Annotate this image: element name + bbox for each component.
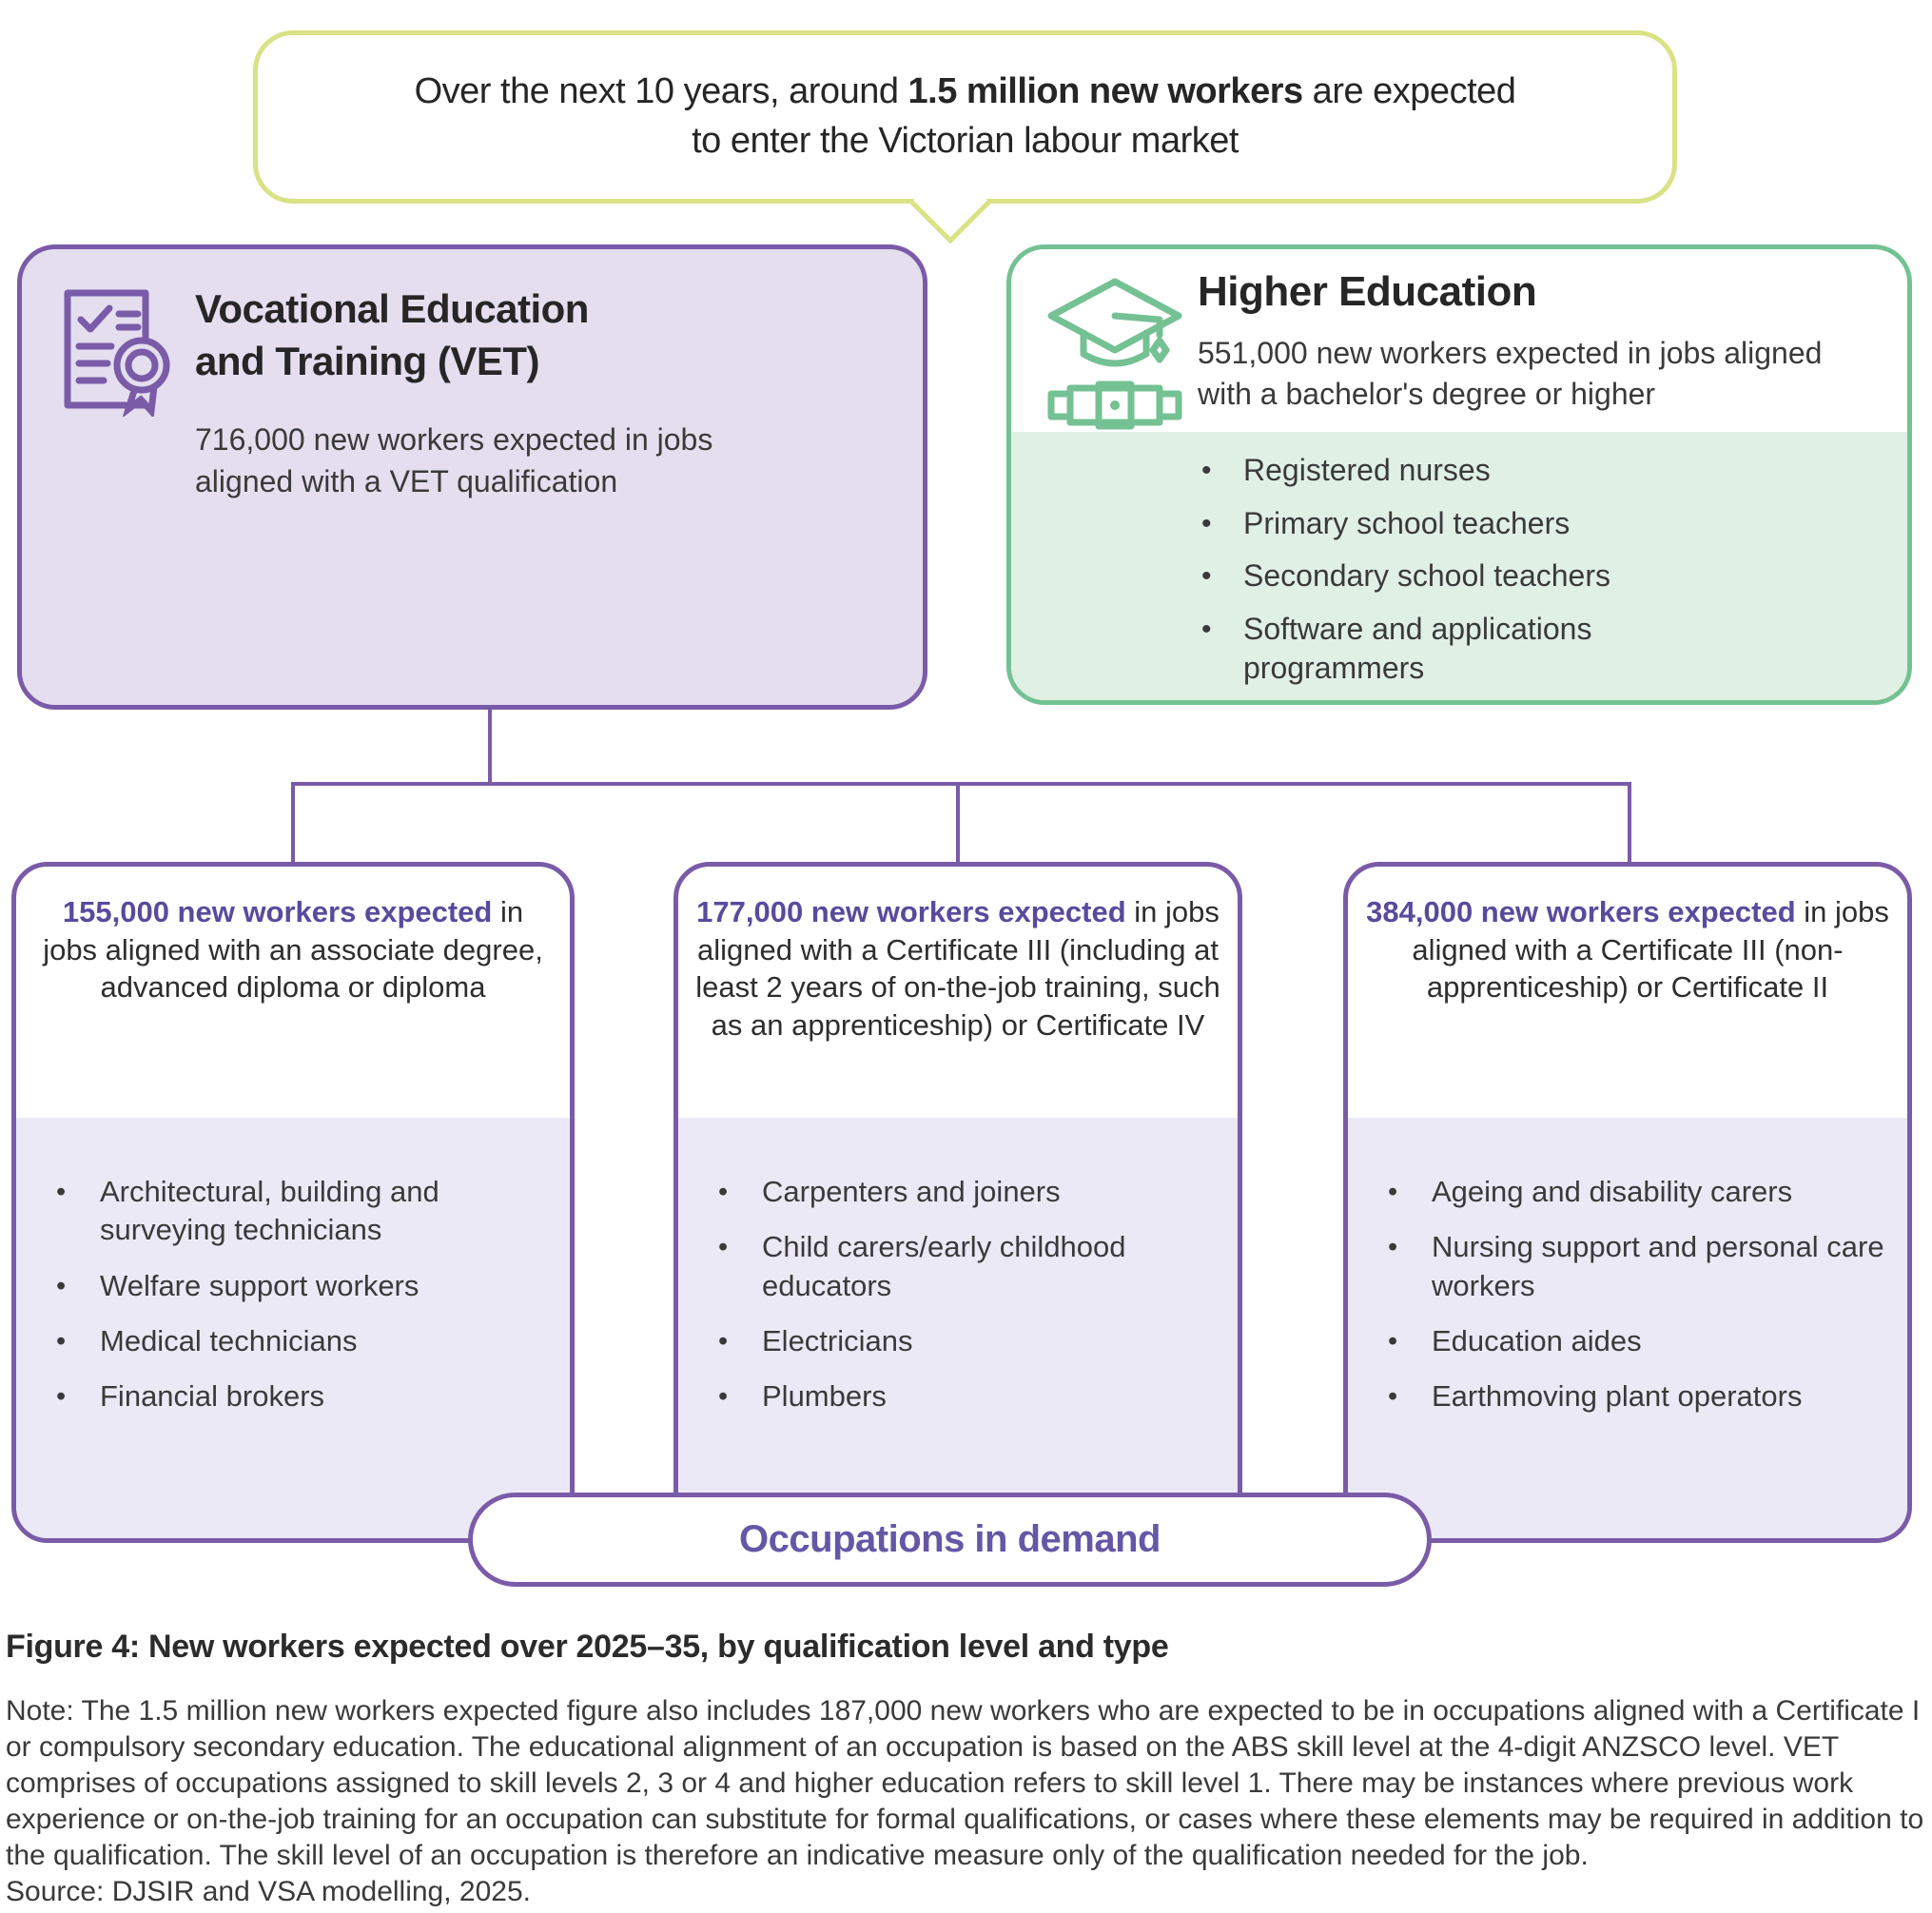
occupation-label: Nursing support and personal care workers xyxy=(1432,1230,1884,1302)
occupation-label: Registered nurses xyxy=(1243,453,1491,487)
figure-caption: Figure 4: New workers expected over 2025–35, by qualification level and type xyxy=(6,1629,1169,1665)
list-item xyxy=(718,1173,1219,1211)
certificate-headline xyxy=(1348,867,1907,1118)
worker-count: 155,000 new workers expected xyxy=(62,895,493,928)
figure-note: Note: The 1.5 million new workers expected figure also includes 187,000 new workers who are expected to be in occupations aligned with a Certificate I or compulsory secondary education. The educational alignment of an occupation is based on the ABS skill level at the 4-digit ANZSCO level. VET comprises of occupations assigned to skill levels 2, 3 or 4 and higher education refers to skill level 1. There may be instances where previous work experience or on-the-job training for an occupation can substitute for formal qualifications, or cases where these elements may be required in addition to the qualification. The skill level of an occupation is therefore an indicative measure only of the qualification needed for the job. xyxy=(6,1695,1924,1872)
bullet-dot: • xyxy=(1201,507,1212,539)
worker-count: 177,000 new workers expected xyxy=(696,895,1126,928)
vet-panel xyxy=(17,244,927,710)
list-item xyxy=(718,1322,1219,1360)
pill-label: Occupations in demand xyxy=(739,1518,1161,1560)
bullet-dot: • xyxy=(1388,1232,1398,1263)
vet-body-text: 716,000 new workers expected in jobs aligned with a VET qualification xyxy=(195,422,713,499)
bullet-dot: • xyxy=(718,1177,729,1207)
headline-text-pre: Over the next 10 years, around xyxy=(414,71,908,112)
apprenticeship-bullet-section xyxy=(678,1118,1238,1538)
occupation-label: Secondary school teachers xyxy=(1243,558,1610,594)
graduation-cap-icon xyxy=(1044,274,1186,437)
list-item xyxy=(1201,504,1772,544)
certificate-occupation-list xyxy=(1348,1118,1907,1415)
occupation-label: Carpenters and joiners xyxy=(762,1175,1061,1208)
bullet-dot: • xyxy=(718,1232,729,1263)
list-item xyxy=(1388,1322,1888,1360)
figure-source: Source: DJSIR and VSA modelling, 2025. xyxy=(6,1876,531,1907)
bullet-dot: • xyxy=(56,1325,67,1357)
connector-drop-left xyxy=(291,782,295,866)
higher-education-title: Higher Education xyxy=(1198,268,1537,315)
higher-education-panel xyxy=(1006,244,1912,705)
headline-rest: in jobs aligned with a Certificate III (including at least 2 years of on-the-job training, such as an apprenticeship) or Certificate IV xyxy=(695,895,1220,1043)
list-item xyxy=(1201,451,1772,491)
bullet-dot: • xyxy=(56,1177,67,1207)
list-item xyxy=(718,1377,1219,1415)
headline-rest: in jobs aligned with an associate degree, advanced diploma or diploma xyxy=(43,895,543,1005)
bullet-dot: • xyxy=(1201,613,1212,645)
diploma-occupation-list xyxy=(16,1118,570,1415)
list-item xyxy=(1388,1173,1888,1211)
occupation-label: Welfare support workers xyxy=(100,1268,420,1302)
headline-text-bold: 1.5 million new workers xyxy=(907,71,1303,112)
bullet-dot: • xyxy=(1388,1381,1398,1413)
headline-line2: to enter the Victorian labour market xyxy=(692,121,1239,161)
bullet-dot: • xyxy=(718,1381,729,1413)
occupation-label: Architectural, building and surveying technicians xyxy=(100,1175,439,1247)
connector-drop-middle xyxy=(956,782,960,866)
certificate-panel xyxy=(1343,862,1912,1543)
occupation-label: Plumbers xyxy=(762,1379,887,1414)
occupation-label: Education aides xyxy=(1432,1323,1642,1357)
occupation-label: Medical technicians xyxy=(100,1323,358,1357)
headline-rest: in jobs aligned with a Certificate III (non-apprenticeship) or Certificate II xyxy=(1412,895,1889,1005)
occupation-label: Electricians xyxy=(762,1323,913,1357)
bullet-dot: • xyxy=(1201,455,1212,486)
list-item xyxy=(56,1267,551,1305)
bullet-dot: • xyxy=(56,1270,67,1301)
occupation-label: Child carers/early childhood educators xyxy=(762,1230,1126,1302)
bullet-dot: • xyxy=(1201,560,1212,593)
connector-vet-down xyxy=(488,710,492,784)
bullet-dot: • xyxy=(1388,1325,1398,1357)
diploma-panel xyxy=(11,862,575,1543)
occupation-label: Primary school teachers xyxy=(1243,505,1571,540)
list-item xyxy=(1201,556,1772,596)
diploma-bullet-section xyxy=(16,1118,570,1538)
higher-education-body-text: 551,000 new workers expected in jobs aligned with a bachelor's degree or higher xyxy=(1198,336,1823,412)
list-item xyxy=(56,1173,551,1250)
bullet-dot: • xyxy=(56,1381,67,1413)
list-item xyxy=(56,1377,551,1415)
connector-horizontal xyxy=(291,782,1631,786)
bullet-dot: • xyxy=(1388,1177,1398,1207)
connector-drop-right xyxy=(1628,782,1631,866)
apprenticeship-occupation-list xyxy=(678,1118,1238,1415)
apprenticeship-panel xyxy=(673,862,1242,1543)
list-item xyxy=(718,1228,1219,1305)
vet-title-line1: Vocational Education xyxy=(195,286,589,331)
vet-title xyxy=(195,283,589,387)
list-item xyxy=(56,1322,551,1360)
higher-education-occupation-list xyxy=(1201,451,1772,702)
apprenticeship-headline xyxy=(678,867,1238,1118)
occupation-label: Earthmoving plant operators xyxy=(1432,1379,1803,1414)
certificate-bullet-section xyxy=(1348,1118,1907,1538)
certificate-icon xyxy=(62,287,174,421)
headline-text-post: are expected xyxy=(1302,71,1516,112)
headline-line1 xyxy=(415,68,1516,117)
occupation-label: Ageing and disability carers xyxy=(1432,1175,1793,1208)
bullet-dot: • xyxy=(718,1325,729,1357)
list-item xyxy=(1388,1228,1888,1305)
diploma-headline xyxy=(16,867,570,1118)
occupation-label: Software and applications programmers xyxy=(1243,611,1592,686)
worker-count: 384,000 new workers expected xyxy=(1366,895,1796,928)
occupation-label: Financial brokers xyxy=(100,1379,325,1414)
list-item xyxy=(1201,610,1772,689)
list-item xyxy=(1388,1377,1888,1415)
occupations-in-demand-pill xyxy=(468,1493,1432,1587)
vet-title-line2: and Training (VET) xyxy=(195,338,540,383)
